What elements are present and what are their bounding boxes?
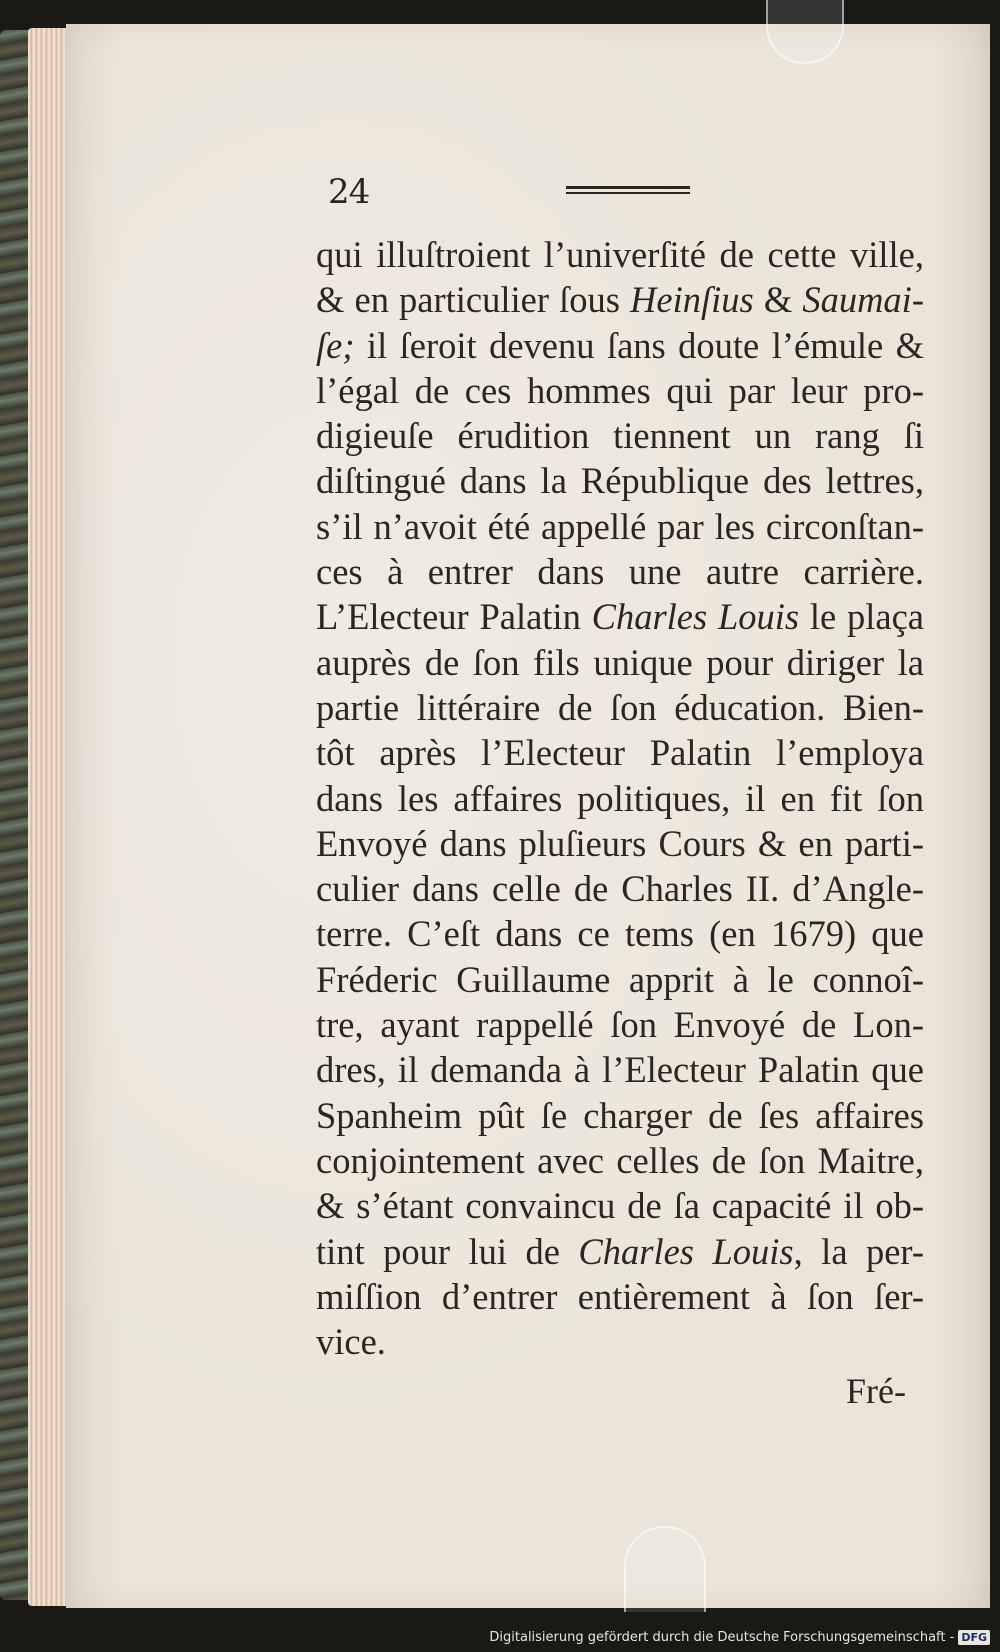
- text-segment: tint pour lui de: [316, 1230, 579, 1272]
- text-segment: l’égal de ces hommes qui par leur pro-: [316, 369, 924, 411]
- dfg-logo: DFG: [958, 1630, 990, 1645]
- text-segment: miſſion d’entrer entièrement à ſon ſer-: [316, 1275, 924, 1317]
- text-segment: vice.: [316, 1321, 386, 1363]
- text-line: [316, 911, 924, 956]
- text-segment: ces à entrer dans une autre carrière.: [316, 551, 924, 593]
- text-line: [316, 957, 924, 1002]
- text-segment: auprès de ſon fils unique pour diriger la: [316, 641, 924, 683]
- text-segment: & s’étant convaincu de ſa capacité il ob-: [316, 1185, 924, 1227]
- text-segment: &: [753, 279, 803, 321]
- text-line: [316, 1047, 924, 1092]
- text-line: [316, 458, 924, 503]
- italic-text: Charles Louis: [578, 1230, 794, 1272]
- credit-text: Digitalisierung gefördert durch die Deutsche Forschungsgemeinschaft -: [489, 1629, 955, 1645]
- text-segment: conjointement avec celles de ſon Maitre,: [316, 1139, 924, 1181]
- italic-text: Saumai-: [802, 279, 924, 321]
- text-segment: terre. C’eſt dans ce tems (en 1679) que: [316, 913, 924, 955]
- text-line: [316, 821, 924, 866]
- header-rule-line-top: [566, 186, 690, 189]
- text-segment: le plaça: [799, 596, 924, 638]
- text-line: [316, 730, 924, 775]
- text-segment: Fréderic Guillaume apprit à le connoî-: [316, 958, 924, 1000]
- header-rule: [566, 186, 690, 196]
- italic-text: Heinſius: [630, 279, 754, 321]
- text-segment: diſtingué dans la République des lettres,: [316, 460, 924, 502]
- glass-clip-bottom: [624, 1526, 706, 1612]
- text-line: [316, 1002, 924, 1047]
- text-line: [316, 1319, 924, 1364]
- catchword: Fré-: [846, 1371, 906, 1411]
- digitization-credit: [489, 1626, 990, 1648]
- text-line: [316, 1229, 924, 1274]
- body-text: [316, 232, 924, 1364]
- text-segment: , la per-: [793, 1230, 925, 1272]
- text-line: [316, 413, 924, 458]
- text-segment: qui illuſtroient l’univerſité de cette ville,: [316, 234, 924, 275]
- text-line: [316, 685, 924, 730]
- text-line: [316, 866, 924, 911]
- text-segment: & en particulier ſous: [316, 279, 631, 321]
- text-line: [316, 504, 924, 549]
- text-segment: culier dans celle de Charles II. d’Angle-: [316, 868, 924, 910]
- text-line: [316, 549, 924, 594]
- text-segment: tôt après l’Electeur Palatin l’employa: [316, 732, 924, 774]
- text-line: [316, 640, 924, 685]
- text-line: [316, 1274, 924, 1319]
- text-line: [316, 776, 924, 821]
- italic-text: Charles Louis: [591, 596, 800, 638]
- text-line: [316, 368, 924, 413]
- text-segment: Envoyé dans pluſieurs Cours & en parti-: [316, 822, 924, 864]
- page-number: 24: [328, 172, 370, 212]
- italic-text: ſe;: [316, 324, 355, 366]
- text-line: [316, 1138, 924, 1183]
- text-segment: L’Electeur Palatin: [316, 596, 592, 638]
- text-segment: s’il n’avoit été appellé par les circonſtan-: [316, 505, 924, 547]
- text-line: [316, 1093, 924, 1138]
- text-segment: digieuſe érudition tiennent un rang ſi: [316, 415, 924, 457]
- text-segment: il ſeroit devenu ſans doute l’émule &: [354, 324, 924, 366]
- text-segment: dans les affaires politiques, il en fit ſon: [316, 777, 924, 819]
- text-segment: Spanheim pût ſe charger de ſes affaires: [316, 1094, 924, 1136]
- text-segment: partie littéraire de ſon éducation. Bien-: [316, 686, 924, 728]
- text-line: [316, 277, 924, 322]
- text-line: [316, 1183, 924, 1228]
- text-line: [316, 232, 924, 277]
- text-segment: tre, ayant rappellé ſon Envoyé de Lon-: [316, 1004, 924, 1046]
- text-segment: dres, il demanda à l’Electeur Palatin que: [316, 1049, 924, 1091]
- header-rule-line-bottom: [566, 192, 690, 194]
- text-line: [316, 594, 924, 639]
- text-line: [316, 323, 924, 368]
